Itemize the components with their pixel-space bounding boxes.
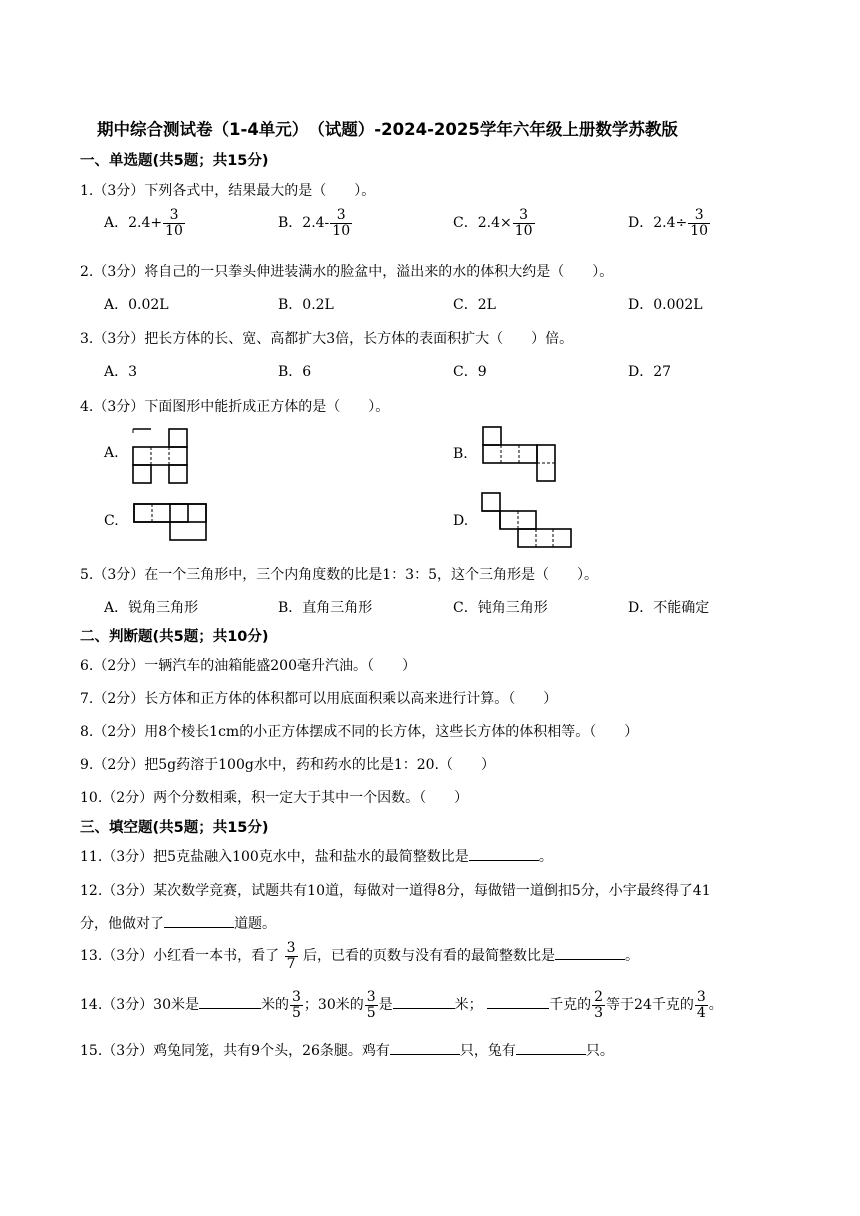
answer-blank[interactable] — [390, 1040, 460, 1055]
q3-option-b[interactable]: B．6 — [278, 364, 312, 380]
question-12-line2: 分，他做对了 道题。 — [80, 913, 276, 933]
q5-option-a[interactable]: A．锐角三角形 — [104, 600, 199, 616]
question-15: 15.（3分）鸡兔同笼，共有9个头，26条腿。鸡有 只，兔有 只。 — [80, 1040, 614, 1060]
q1-option-a[interactable] — [104, 208, 186, 238]
q5-option-d[interactable]: D．不能确定 — [628, 600, 710, 616]
q3-option-d[interactable]: D．27 — [628, 364, 672, 380]
section-heading-true-false: 二、判断题(共5题；共10分) — [80, 629, 269, 645]
q2-option-c[interactable]: C．2L — [453, 297, 496, 313]
q5-option-b[interactable]: B．直角三角形 — [278, 600, 373, 616]
question-7: 7.（2分）长方体和正方体的体积都可以用底面积乘以高来进行计算。（ ） — [80, 691, 558, 707]
cube-net-b[interactable] — [479, 424, 557, 484]
fraction: $\frac{3}{4}$ — [696, 989, 706, 1021]
question-5: 5.（3分）在一个三角形中，三个内角度数的比是1：3：5，这个三角形是（ ）。 — [80, 567, 598, 583]
question-4: 4.（3分）下面图形中能折成正方体的是（ ）。 — [80, 399, 390, 415]
fraction: $\frac{3}{10}$ — [332, 207, 351, 239]
q1-option-a-label: A．2.4+ — [104, 215, 163, 232]
q2-option-a[interactable]: A．0.02L — [104, 297, 169, 313]
q3-option-c[interactable]: C．9 — [453, 364, 487, 380]
answer-blank[interactable] — [516, 1040, 586, 1055]
q1-option-c-label: C．2.4× — [453, 215, 512, 232]
fraction: $\frac{3}{5}$ — [292, 989, 301, 1021]
section-heading-fill-blank: 三、填空题(共5题；共15分) — [80, 820, 269, 836]
q1-option-b-label: B．2.4- — [278, 215, 330, 232]
page-title: 期中综合测试卷（1-4单元） （试题）-2024-2025学年六年级上册数学苏教版 — [97, 120, 678, 139]
q1-option-b[interactable] — [278, 208, 353, 238]
q4-option-c-label[interactable]: C. — [104, 513, 119, 529]
answer-blank[interactable] — [164, 913, 234, 928]
question-3: 3.（3分）把长方体的长、宽、高都扩大3倍，长方体的表面积扩大（ ）倍。 — [80, 331, 574, 347]
question-13: 13.（3分）小红看一本书，看了 $\frac{3}{7}$ 后，已看的页数与没有看的最简整数比是 。 — [80, 940, 639, 972]
question-8: 8.（2分）用8个棱长1cm的小正方体摆成不同的长方体，这些长方体的体积相等。（ ） — [80, 724, 639, 740]
q1-option-d-label: D．2.4÷ — [628, 215, 688, 232]
fraction: $\frac{3}{10}$ — [690, 207, 709, 239]
q11-text: 11.（3分）把5克盐融入100克水中，盐和盐水的最简整数比是 — [80, 849, 469, 865]
section-heading-single-choice: 一、单选题(共5题；共15分) — [80, 153, 269, 169]
fraction: $\frac{3}{7}$ — [286, 940, 296, 972]
question-14: 14.（3分）30米是 米的 $\frac{3}{5}$ ；30米的 $\frac{3}{5}$ 是 米； 千克的 $\frac{2}{3}$ 等于24千克的 $\frac{3}{4}$ 。 — [80, 989, 723, 1021]
fraction: $\frac{3}{10}$ — [514, 207, 533, 239]
question-2: 2.（3分）将自己的一只拳头伸进装满水的脸盆中，溢出来的水的体积大约是（ ）。 — [80, 264, 614, 280]
q1-option-d[interactable] — [628, 208, 711, 238]
question-12-line1: 12.（3分）某次数学竞赛，试题共有10道，每做对一道得8分，每做错一道倒扣5分，小宇最终得了41 — [80, 883, 711, 899]
answer-blank[interactable] — [469, 846, 539, 861]
answer-blank[interactable] — [199, 994, 261, 1009]
fraction: $\frac{3}{10}$ — [165, 207, 183, 239]
q4-option-d-label[interactable]: D. — [453, 513, 469, 529]
q5-option-c[interactable]: C．钝角三角形 — [453, 600, 548, 616]
q2-option-b[interactable]: B．0.2L — [278, 297, 334, 313]
question-10: 10.（2分）两个分数相乘，积一定大于其中一个因数。（ ） — [80, 790, 469, 806]
cube-net-c[interactable] — [131, 501, 209, 543]
question-1: 1.（3分）下列各式中，结果最大的是（ ）。 — [80, 183, 376, 199]
q1-option-c[interactable] — [453, 208, 536, 238]
q4-option-a-label[interactable]: A. — [104, 445, 119, 461]
fraction: $\frac{2}{3}$ — [594, 989, 604, 1021]
cube-net-d[interactable] — [479, 490, 575, 550]
q3-option-a[interactable]: A．3 — [104, 364, 138, 380]
fraction: $\frac{3}{5}$ — [366, 989, 376, 1021]
question-11: 11.（3分）把5克盐融入100克水中，盐和盐水的最简整数比是 。 — [80, 846, 553, 866]
q2-option-d[interactable]: D．0.002L — [628, 297, 703, 313]
answer-blank[interactable] — [393, 994, 455, 1009]
answer-blank[interactable] — [487, 994, 549, 1009]
cube-net-a[interactable] — [128, 425, 190, 487]
question-9: 9.（2分）把5g药溶于100g水中，药和药水的比是1：20.（ ） — [80, 757, 495, 773]
question-6: 6.（2分）一辆汽车的油箱能盛200毫升汽油。（ ） — [80, 658, 416, 674]
answer-blank[interactable] — [555, 945, 625, 960]
q4-option-b-label[interactable]: B. — [453, 446, 468, 462]
